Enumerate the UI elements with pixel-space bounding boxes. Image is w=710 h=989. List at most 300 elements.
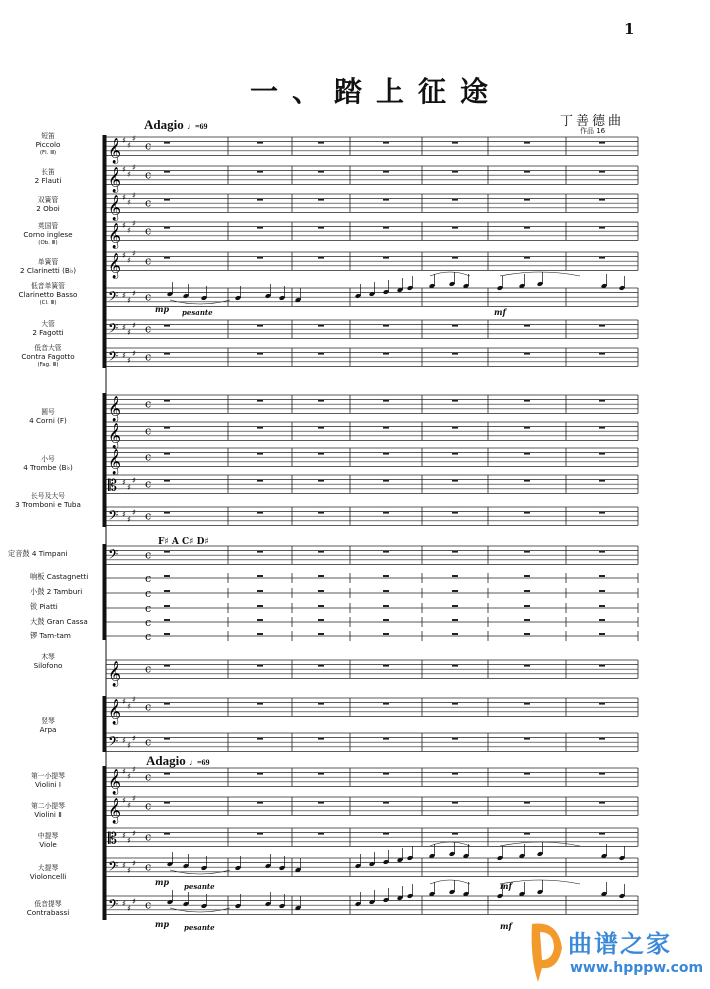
whole-rest [452, 703, 458, 705]
whole-rest [383, 400, 389, 402]
key-sharp: ♯ [132, 794, 136, 803]
whole-rest [599, 453, 605, 455]
slur [430, 272, 470, 276]
clef-glyph: 𝄡 [108, 475, 117, 495]
whole-rest [599, 325, 605, 327]
clef-glyph: 𝄡 [108, 828, 117, 848]
key-sharp: ♯ [122, 899, 126, 908]
key-sharp: ♯ [127, 328, 131, 337]
whole-rest [524, 257, 530, 259]
whole-rest [452, 353, 458, 355]
clef-glyph: 𝄞 [108, 223, 122, 249]
instrument-label-snare: 小鼓 2 Tamburi [30, 587, 83, 596]
whole-rest [452, 633, 458, 635]
whole-rest [452, 590, 458, 592]
whole-rest [164, 257, 170, 259]
clef-glyph: 𝄞 [108, 798, 122, 824]
instrument-label-timpani: 定音鼓 4 Timpani [8, 549, 68, 558]
whole-rest [318, 353, 324, 355]
clef-glyph: 𝄢 [108, 733, 119, 753]
slur [500, 880, 580, 884]
whole-rest [599, 353, 605, 355]
whole-rest [524, 590, 530, 592]
dynamic-mp: mp [155, 877, 170, 887]
whole-rest [164, 400, 170, 402]
whole-rest [599, 427, 605, 429]
instrument-label-violins-2: 第二小提琴 Violini Ⅱ [31, 802, 65, 819]
whole-rest [257, 833, 263, 835]
whole-rest [318, 171, 324, 173]
whole-rest [524, 619, 530, 621]
whole-rest [318, 703, 324, 705]
whole-rest [383, 590, 389, 592]
time-signature: c [145, 898, 152, 912]
key-sharp: ♯ [127, 904, 131, 913]
instrument-label-bassoons: 大管 2 Fagotti [32, 320, 64, 337]
time-signature: c [145, 450, 152, 464]
whole-rest [318, 142, 324, 144]
key-sharp: ♯ [132, 249, 136, 258]
key-sharp: ♯ [127, 801, 131, 810]
key-sharp: ♯ [127, 483, 131, 492]
whole-rest [383, 738, 389, 740]
whole-rest [599, 199, 605, 201]
whole-rest [164, 665, 170, 667]
whole-rest [599, 171, 605, 173]
key-sharp: ♯ [132, 859, 136, 868]
whole-rest [164, 325, 170, 327]
slur [430, 880, 470, 884]
clef-glyph: 𝄞 [108, 138, 122, 164]
whole-rest [599, 227, 605, 229]
instrument-label-bass-drum: 大鼓 Gran Cassa [30, 617, 88, 626]
whole-rest [164, 590, 170, 592]
whole-rest [524, 665, 530, 667]
metronome-mark: ♩=69 [186, 122, 208, 131]
clef-glyph: 𝄞 [108, 195, 122, 221]
time-signature: c [145, 700, 152, 714]
whole-rest [257, 590, 263, 592]
time-signature: c [145, 830, 152, 844]
clef-glyph: 𝄢 [108, 507, 119, 527]
time-signature: c [145, 735, 152, 749]
whole-rest [318, 400, 324, 402]
whole-rest [164, 738, 170, 740]
time-signature: c [145, 630, 152, 643]
key-sharp: ♯ [122, 221, 126, 230]
whole-rest [383, 633, 389, 635]
whole-rest [318, 633, 324, 635]
whole-rest [257, 619, 263, 621]
whole-rest [257, 605, 263, 607]
clef-glyph: 𝄞 [108, 769, 122, 795]
whole-rest [599, 833, 605, 835]
whole-rest [452, 605, 458, 607]
instrument-label-castanets: 响板 Castagnetti [30, 572, 89, 581]
whole-rest [524, 633, 530, 635]
dynamic-mf: mf [500, 921, 512, 931]
whole-rest [383, 833, 389, 835]
key-sharp: ♯ [132, 191, 136, 200]
instrument-label-horns: 圆号 4 Corni (F) [29, 408, 67, 425]
whole-rest [599, 257, 605, 259]
time-signature: c [145, 350, 152, 364]
tempo-text: Adagio [144, 117, 184, 132]
instrument-label-violas: 中提琴 Viole [37, 832, 59, 849]
whole-rest [524, 480, 530, 482]
time-signature: c [145, 196, 152, 210]
key-sharp: ♯ [127, 741, 131, 750]
whole-rest [383, 802, 389, 804]
whole-rest [383, 512, 389, 514]
whole-rest [383, 605, 389, 607]
whole-rest [257, 512, 263, 514]
slur [500, 842, 580, 846]
key-sharp: ♯ [122, 510, 126, 519]
instrument-label-cellos: 大提琴 Violoncelli [29, 864, 67, 881]
whole-rest [164, 199, 170, 201]
key-sharp: ♯ [122, 291, 126, 300]
whole-rest [524, 427, 530, 429]
whole-rest [318, 738, 324, 740]
time-signature: c [145, 509, 152, 523]
whole-rest [318, 665, 324, 667]
key-sharp: ♯ [127, 198, 131, 207]
whole-rest [164, 551, 170, 553]
whole-rest [257, 257, 263, 259]
whole-rest [383, 171, 389, 173]
whole-rest [318, 257, 324, 259]
whole-rest [599, 633, 605, 635]
whole-rest [164, 453, 170, 455]
time-signature: c [145, 548, 152, 562]
whole-rest [318, 199, 324, 201]
whole-rest [257, 142, 263, 144]
whole-rest [164, 480, 170, 482]
dynamic-mf: mf [500, 881, 512, 891]
whole-rest [383, 665, 389, 667]
whole-rest [257, 325, 263, 327]
clef-glyph: 𝄢 [108, 896, 119, 916]
whole-rest [452, 773, 458, 775]
whole-rest [383, 480, 389, 482]
key-sharp: ♯ [132, 163, 136, 172]
whole-rest [383, 199, 389, 201]
whole-rest [599, 512, 605, 514]
whole-rest [164, 802, 170, 804]
whole-rest [599, 142, 605, 144]
whole-rest [383, 227, 389, 229]
key-sharp: ♯ [132, 695, 136, 704]
key-sharp: ♯ [127, 141, 131, 150]
whole-rest [164, 703, 170, 705]
clef-glyph: 𝄢 [108, 858, 119, 878]
instrument-label-flutes: 长笛 2 Flauti [34, 168, 62, 185]
whole-rest [452, 802, 458, 804]
whole-rest [524, 353, 530, 355]
key-sharp: ♯ [122, 736, 126, 745]
dynamic-mp: mp [155, 304, 170, 314]
whole-rest [257, 703, 263, 705]
expression-pesante: pesante [184, 882, 215, 891]
whole-rest [452, 575, 458, 577]
key-sharp: ♯ [127, 515, 131, 524]
whole-rest [524, 738, 530, 740]
whole-rest [524, 802, 530, 804]
whole-rest [599, 665, 605, 667]
time-signature: c [145, 254, 152, 268]
whole-rest [524, 199, 530, 201]
clef-glyph: 𝄞 [108, 661, 122, 687]
whole-rest [383, 325, 389, 327]
whole-rest [524, 227, 530, 229]
whole-rest [524, 833, 530, 835]
key-sharp: ♯ [122, 767, 126, 776]
whole-rest [452, 738, 458, 740]
whole-rest [257, 738, 263, 740]
whole-rest [318, 427, 324, 429]
whole-rest [599, 590, 605, 592]
whole-rest [524, 575, 530, 577]
whole-rest [318, 453, 324, 455]
whole-rest [383, 142, 389, 144]
whole-rest [524, 512, 530, 514]
whole-rest [164, 512, 170, 514]
whole-rest [599, 400, 605, 402]
time-signature: c [145, 424, 152, 438]
key-sharp: ♯ [127, 296, 131, 305]
instrument-label-violins-1: 第一小提琴 Violini Ⅰ [31, 772, 65, 789]
whole-rest [164, 171, 170, 173]
whole-rest [383, 353, 389, 355]
whole-rest [257, 353, 263, 355]
whole-rest [164, 773, 170, 775]
dynamic-mf: mf [494, 307, 506, 317]
whole-rest [383, 575, 389, 577]
opus-number: 作品 16 [580, 127, 606, 135]
whole-rest [383, 551, 389, 553]
whole-rest [452, 480, 458, 482]
time-signature: c [145, 770, 152, 784]
clef-glyph: 𝄞 [108, 699, 122, 725]
time-signature: c [145, 477, 152, 491]
whole-rest [318, 619, 324, 621]
whole-rest [318, 512, 324, 514]
instrument-label-harp: 竖琴 Arpa [39, 717, 57, 734]
whole-rest [599, 802, 605, 804]
key-sharp: ♯ [127, 256, 131, 265]
whole-rest [452, 427, 458, 429]
time-signature: c [145, 799, 152, 813]
whole-rest [452, 453, 458, 455]
key-sharp: ♯ [122, 697, 126, 706]
whole-rest [383, 619, 389, 621]
whole-rest [383, 453, 389, 455]
whole-rest [524, 171, 530, 173]
clef-glyph: 𝄢 [108, 288, 119, 308]
key-sharp: ♯ [132, 219, 136, 228]
whole-rest [318, 833, 324, 835]
whole-rest [164, 619, 170, 621]
whole-rest [318, 227, 324, 229]
whole-rest [164, 833, 170, 835]
whole-rest [164, 227, 170, 229]
time-signature: c [145, 322, 152, 336]
clef-glyph: 𝄞 [108, 167, 122, 193]
instrument-label-oboes: 双簧管 2 Oboi [36, 196, 60, 213]
page-title: 一、踏上征途 [250, 75, 503, 108]
whole-rest [452, 512, 458, 514]
whole-rest [257, 665, 263, 667]
whole-rest [164, 142, 170, 144]
whole-rest [257, 633, 263, 635]
whole-rest [524, 773, 530, 775]
key-sharp: ♯ [127, 866, 131, 875]
instrument-label-contrabassoon: 低音大管 Contra Fagotto (Fag. Ⅲ) [21, 344, 75, 368]
key-sharp: ♯ [132, 508, 136, 517]
timpani-tuning: F♯ A C♯ D♯ [158, 537, 209, 547]
whole-rest [257, 480, 263, 482]
whole-rest [318, 605, 324, 607]
key-sharp: ♯ [122, 136, 126, 145]
whole-rest [257, 199, 263, 201]
metronome-mark: ♩=69 [188, 758, 210, 767]
key-sharp: ♯ [132, 765, 136, 774]
time-signature: c [145, 224, 152, 238]
whole-rest [257, 802, 263, 804]
whole-rest [599, 738, 605, 740]
whole-rest [524, 142, 530, 144]
whole-rest [599, 605, 605, 607]
whole-rest [599, 703, 605, 705]
dynamic-mp: mp [155, 919, 170, 929]
instrument-label-xylophone: 木琴 Silofono [33, 653, 63, 670]
time-signature: c [145, 139, 152, 153]
whole-rest [257, 400, 263, 402]
whole-rest [257, 575, 263, 577]
clef-glyph: 𝄞 [108, 423, 122, 449]
expression-pesante: pesante [184, 923, 215, 932]
time-signature: c [145, 616, 152, 629]
composer: 丁善德曲 [560, 114, 625, 129]
key-sharp: ♯ [127, 356, 131, 365]
clef-glyph: 𝄞 [108, 449, 122, 475]
whole-rest [257, 227, 263, 229]
clef-glyph: 𝄞 [108, 396, 122, 422]
key-sharp: ♯ [132, 476, 136, 485]
time-signature: c [145, 662, 152, 676]
time-signature: c [145, 290, 152, 304]
instrument-label-cymbals: 钹 Piatti [30, 602, 58, 611]
whole-rest [524, 551, 530, 553]
instrument-label-trombones: 长号及大号 3 Tromboni e Tuba [15, 492, 81, 509]
whole-rest [318, 480, 324, 482]
whole-rest [383, 773, 389, 775]
whole-rest [164, 575, 170, 577]
key-sharp: ♯ [127, 836, 131, 845]
instrument-label-english-horn: 英国管 Corno inglese (Ob. Ⅲ) [23, 222, 73, 246]
whole-rest [452, 619, 458, 621]
whole-rest [452, 551, 458, 553]
clef-glyph: 𝄞 [108, 253, 122, 279]
key-sharp: ♯ [122, 351, 126, 360]
whole-rest [318, 802, 324, 804]
key-sharp: ♯ [132, 349, 136, 358]
whole-rest [164, 353, 170, 355]
page-number: 1 [624, 20, 635, 38]
instrument-label-trumpets: 小号 4 Trombe (B♭) [23, 455, 73, 472]
clef-glyph: 𝄢 [108, 546, 119, 566]
key-sharp: ♯ [127, 170, 131, 179]
key-sharp: ♯ [132, 897, 136, 906]
key-sharp: ♯ [132, 321, 136, 330]
instrument-label-clarinets: 单簧管 2 Clarinetti (B♭) [19, 258, 77, 275]
key-sharp: ♯ [122, 323, 126, 332]
whole-rest [452, 833, 458, 835]
key-sharp: ♯ [122, 478, 126, 487]
whole-rest [318, 575, 324, 577]
key-sharp: ♯ [132, 734, 136, 743]
whole-rest [524, 605, 530, 607]
instrument-label-piccolo: 短笛 Piccolo (Fl. Ⅲ) [35, 132, 61, 156]
time-signature: c [145, 860, 152, 874]
whole-rest [524, 453, 530, 455]
time-signature: c [145, 397, 152, 411]
instrument-label-double-basses: 低音提琴 Contrabassi [26, 900, 70, 917]
watermark-url: www.hpppw.com [570, 960, 704, 976]
key-sharp: ♯ [132, 134, 136, 143]
watermark-text: 曲谱之家 [568, 930, 672, 958]
whole-rest [164, 605, 170, 607]
whole-rest [599, 619, 605, 621]
whole-rest [599, 575, 605, 577]
time-signature: c [145, 602, 152, 615]
whole-rest [524, 703, 530, 705]
slur [430, 842, 470, 846]
whole-rest [257, 427, 263, 429]
key-sharp: ♯ [122, 796, 126, 805]
whole-rest [524, 400, 530, 402]
whole-rest [452, 171, 458, 173]
whole-rest [318, 325, 324, 327]
slur [500, 272, 580, 276]
key-sharp: ♯ [122, 251, 126, 260]
whole-rest [452, 227, 458, 229]
whole-rest [383, 703, 389, 705]
whole-rest [318, 773, 324, 775]
key-sharp: ♯ [122, 193, 126, 202]
whole-rest [257, 453, 263, 455]
whole-rest [599, 551, 605, 553]
whole-rest [257, 171, 263, 173]
instrument-label-tamtam: 锣 Tam-tam [30, 631, 71, 640]
time-signature: c [145, 587, 152, 600]
key-sharp: ♯ [127, 226, 131, 235]
whole-rest [524, 325, 530, 327]
expression-pesante: pesante [182, 308, 213, 317]
whole-rest [318, 590, 324, 592]
key-sharp: ♯ [122, 165, 126, 174]
key-sharp: ♯ [122, 831, 126, 840]
whole-rest [599, 480, 605, 482]
whole-rest [452, 325, 458, 327]
whole-rest [164, 427, 170, 429]
whole-rest [452, 199, 458, 201]
key-sharp: ♯ [132, 829, 136, 838]
time-signature: c [145, 168, 152, 182]
key-sharp: ♯ [127, 702, 131, 711]
clef-glyph: 𝄢 [108, 348, 119, 368]
